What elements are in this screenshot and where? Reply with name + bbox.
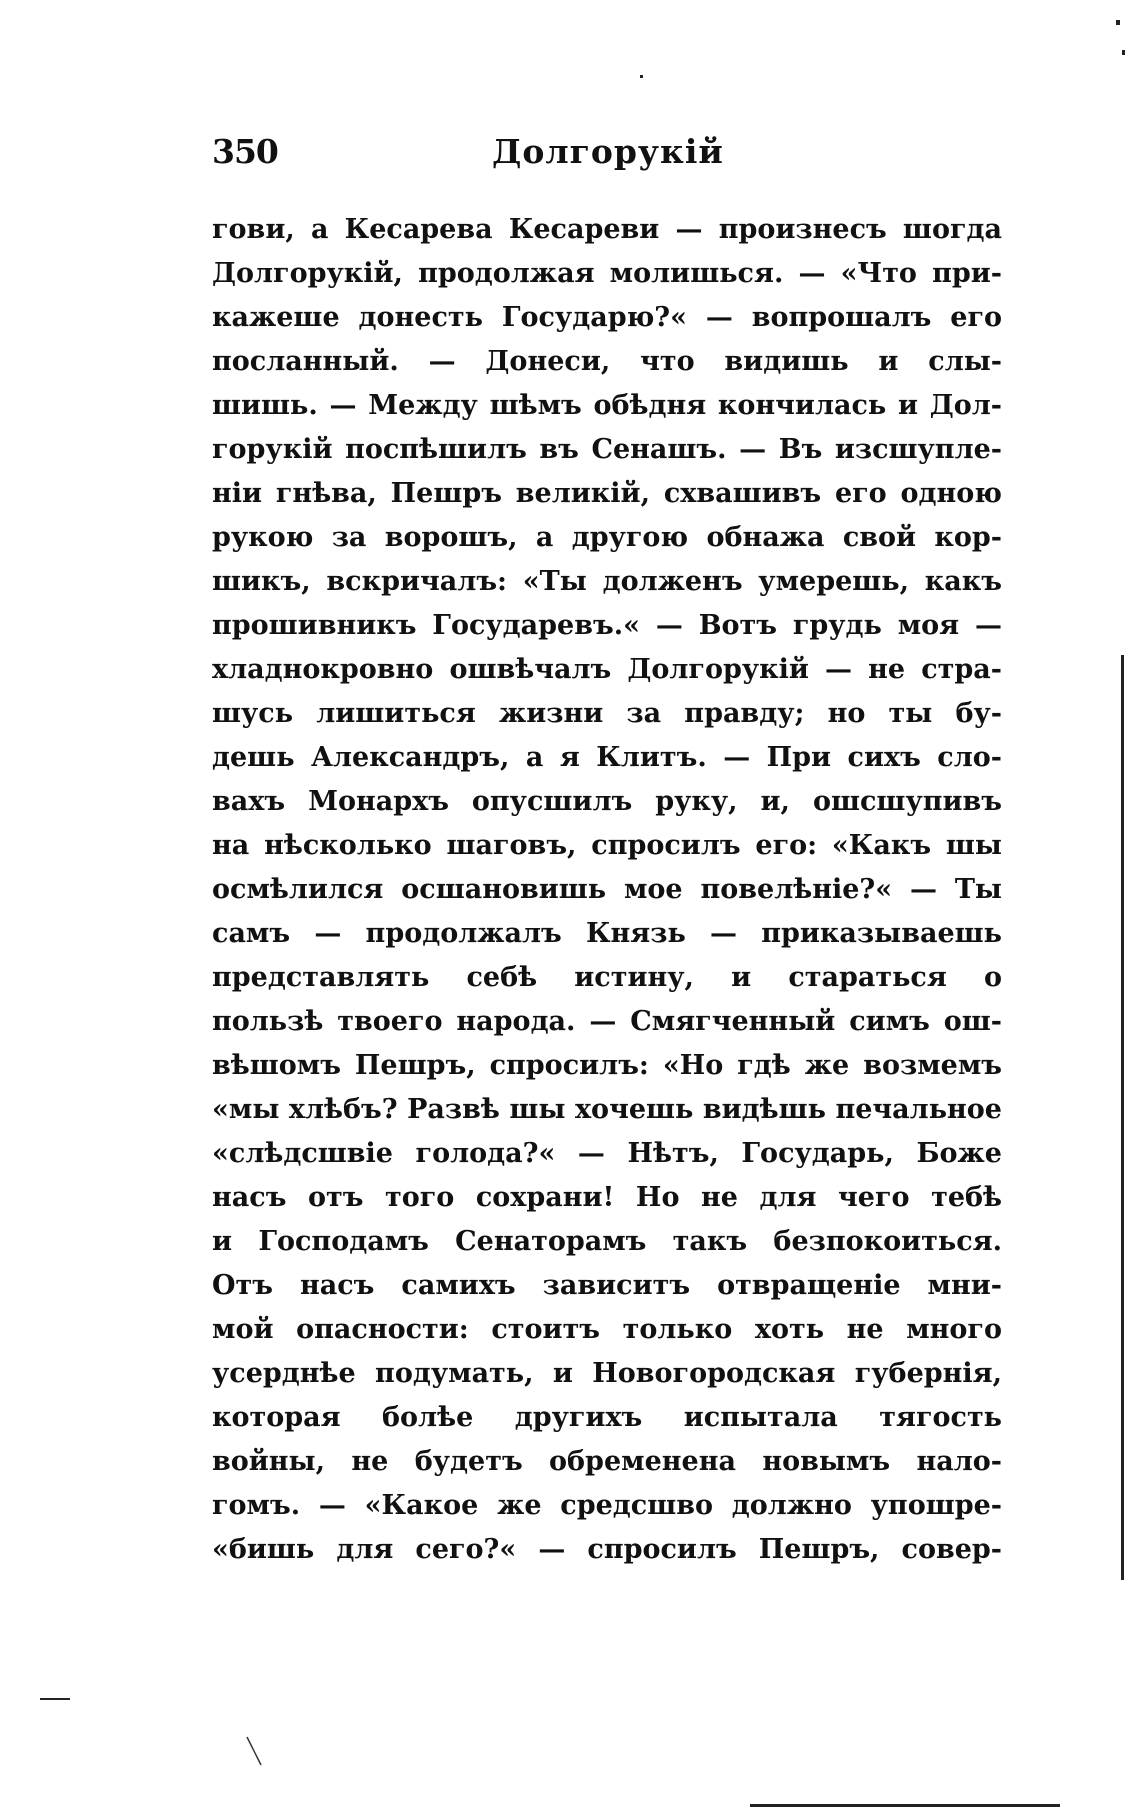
text-line: прошивникъ Государевъ.« — Вотъ грудь моя — — [212, 610, 1002, 641]
text-line: мой опасности: стоитъ только хоть не много — [212, 1314, 1002, 1345]
running-title: Долгорукій — [492, 132, 724, 171]
scan-speck — [1122, 50, 1125, 55]
text-line: и Господамъ Сенаторамъ такъ безпокоиться. — [212, 1226, 1002, 1257]
text-line: кажеше донесть Государю?« — вопрошалъ его — [212, 302, 1002, 333]
text-line: посланный. — Донеси, что видишь и слы- — [212, 346, 1002, 377]
text-line: дешь Александръ, а я Клитъ. — При сихъ сло- — [212, 742, 1002, 773]
text-line: вѣшомъ Пешръ, спросилъ: «Но гдѣ же возмемъ — [212, 1050, 1002, 1081]
page-header — [212, 132, 982, 176]
text-line: шишь. — Между шѣмъ обѣдня кончилась и Дол- — [212, 390, 1002, 421]
text-line: Долгорукій, продолжая молишься. — «Что при- — [212, 258, 1002, 289]
text-line: ніи гнѣва, Пешръ великій, схвашивъ его одною — [212, 478, 1002, 509]
text-line: самъ — продолжалъ Князь — приказываешь — [212, 918, 1002, 949]
text-line: войны, не будетъ обременена новымъ нало- — [212, 1446, 1002, 1477]
text-line: «мы хлѣбъ? Развѣ шы хочешь видѣшь печальное — [212, 1094, 1002, 1125]
text-line: шикъ, вскричалъ: «Ты долженъ умерешь, какъ — [212, 566, 1002, 597]
text-line: представлять себѣ истину, и стараться о — [212, 962, 1002, 993]
text-line: «слѣдсшвіе голода?« — Нѣтъ, Государь, Боже — [212, 1138, 1002, 1169]
text-line: пользѣ твоего народа. — Смягченный симъ ош- — [212, 1006, 1002, 1037]
text-line: усерднѣе подумать, и Новогородская губернія, — [212, 1358, 1002, 1389]
scan-dash — [40, 1698, 70, 1700]
text-line: шусь лишиться жизни за правду; но ты бу- — [212, 698, 1002, 729]
text-line: гови, а Кесарева Кесареви — произнесъ шогда — [212, 214, 1002, 245]
page-number: 350 — [212, 132, 278, 171]
text-line: хладнокровно ошвѣчалъ Долгорукій — не стра- — [212, 654, 1002, 685]
text-line: насъ отъ того сохрани! Но не для чего тебѣ — [212, 1182, 1002, 1213]
text-line: осмѣлился осшановишь мое повелѣніе?« — Ты — [212, 874, 1002, 905]
text-line: горукій поспѣшилъ въ Сенашъ. — Въ изсшупле- — [212, 434, 1002, 465]
body-text — [212, 208, 1002, 1572]
text-line: Отъ насъ самихъ зависитъ отвращеніе мни- — [212, 1270, 1002, 1301]
text-line: вахъ Монархъ опусшилъ руку, и, ошсшупивъ — [212, 786, 1002, 817]
scan-scratch — [245, 1735, 265, 1770]
scan-edge-line-bottom — [750, 1804, 1060, 1807]
text-line: на нѣсколько шаговъ, спросилъ его: «Какъ шы — [212, 830, 1002, 861]
text-line: рукою за ворошъ, а другою обнажа свой кор- — [212, 522, 1002, 553]
scan-speck — [640, 75, 643, 78]
scan-speck — [1116, 20, 1120, 25]
text-line: «бишь для сего?« — спросилъ Пешръ, совер- — [212, 1534, 1002, 1565]
text-line: гомъ. — «Какое же средсшво должно упошре- — [212, 1490, 1002, 1521]
text-line: которая болѣе другихъ испытала тягость — [212, 1402, 1002, 1433]
scan-edge-line-right — [1121, 655, 1124, 1580]
